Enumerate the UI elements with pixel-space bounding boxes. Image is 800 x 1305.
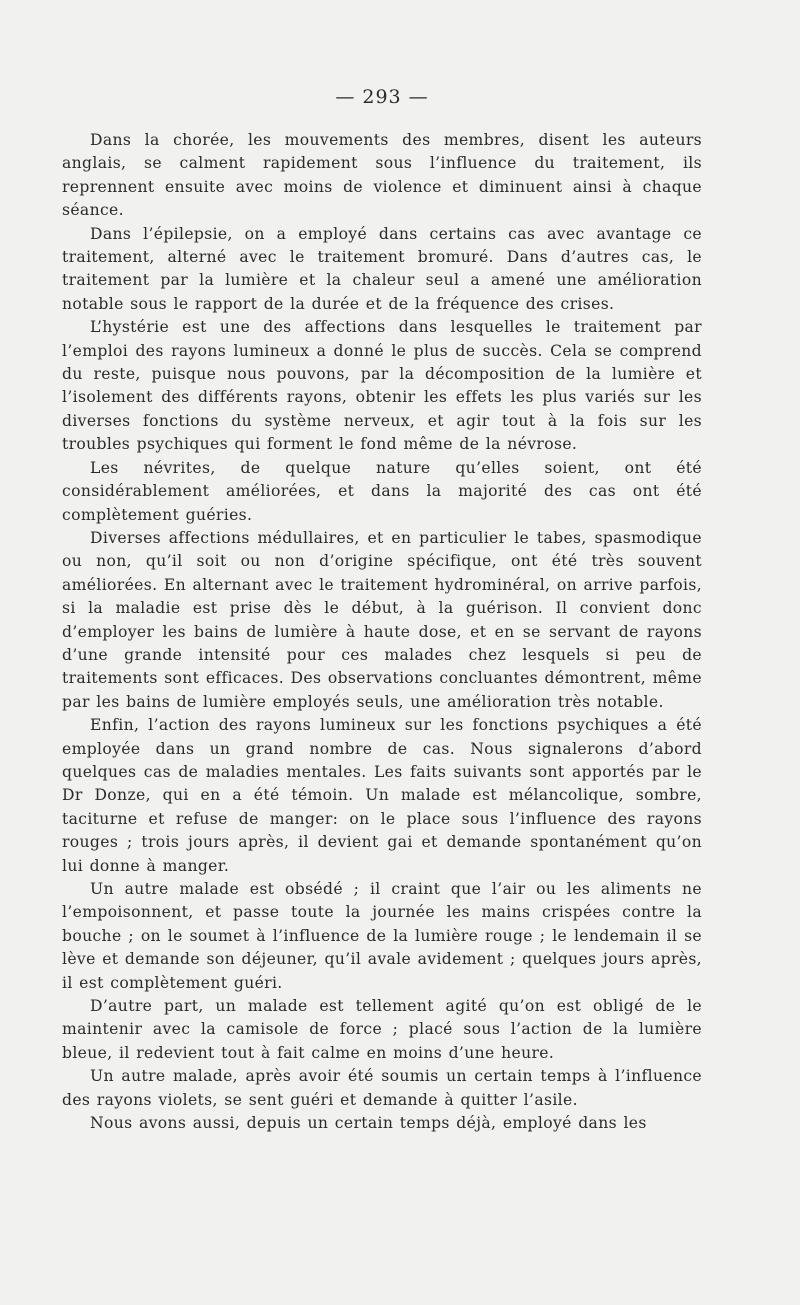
paragraph-epilepsy: Dans l’épilepsie, on a employé dans certains cas avec avantage ce traitement, alterné avec le traitement bromuré. Dans d’autres cas, le traitement par la lumière et la chaleur seul a amené une amélioration notable sous le rapport de la durée et de la fréquence des crises. bbox=[62, 224, 702, 313]
paragraph-obsessed-patient: Un autre malade est obsédé ; il craint que l’air ou les aliments ne l’empoisonnent, et passe toute la journée les mains crispées contre la bouche ; on le soumet à l’influence de la lumière rouge ; le lendemain il se lève et demande son déjeuner, qu’il avale avidement ; quelques jours après, il est complètement guéri. bbox=[62, 880, 702, 992]
paragraph-medullary: Diverses affections médullaires, et en particulier le tabes, spasmodique ou non, qu’il soit ou non d’origine spécifique, ont été très souvent améliorées. En alternant avec le traitement hydrominéral, on arrive parfois, si la maladie est prise dès le début, à la guérison. Il convient donc d’employer les bains de lumière à haute dose, et en se servant de rayons d’une grande intensité pour ces malades chez lesquels si peu de traitements sont efficaces. Des observations concluantes démontrent, même par les bains de lumière employés seuls, une amélioration très notable. bbox=[62, 528, 702, 711]
paragraph-neuritis: Les névrites, de quelque nature qu’elles soient, ont été considérablement améliorées, et dans la majorité des cas ont été complètement guéries. bbox=[62, 458, 702, 524]
paragraph-violet-rays: Un autre malade, après avoir été soumis un certain temps à l’influence des rayons violets, se sent guéri et demande à quitter l’asile. bbox=[62, 1067, 702, 1109]
paragraph-agitated-patient: D’autre part, un malade est tellement agité qu’on est obligé de le maintenir avec la camisole de force ; placé sous l’action de la lumière bleue, il redevient tout à fait calme en moins d’une heure. bbox=[62, 997, 702, 1062]
page-number: — 293 — bbox=[335, 86, 429, 108]
paragraph-hysteria: L’hystérie est une des affections dans lesquelles le traitement par l’emploi des rayons lumineux a donné le plus de succès. Cela se comprend du reste, puisque nous pouvons, par la décomposition de la lumière et l’isolement des différents rayons, obtenir les effets les plus variés sur les diverses fonctions du système nerveux, et agir tout à la fois sur les troubles psychiques qui forment le fond même de la névrose. bbox=[62, 318, 702, 454]
page-body bbox=[62, 129, 702, 1135]
book-page bbox=[62, 85, 702, 1135]
paragraph-chorea: Dans la chorée, les mouvements des membres, disent les auteurs anglais, se calment rapidement sous l’influence du traitement, ils reprennent ensuite avec moins de violence et diminuent ainsi à chaque séance. bbox=[62, 131, 702, 220]
paragraph-final: Nous avons aussi, depuis un certain temps déjà, employé dans les bbox=[90, 1114, 647, 1133]
paragraph-psychic: Enfin, l’action des rayons lumineux sur les fonctions psychiques a été employée dans un grand nombre de cas. Nous signalerons d’abord quelques cas de maladies mentales. Les faits suivants sont apportés par le Dr Donze, qui en a été témoin. Un malade est mélancolique, sombre, taciturne et refuse de manger: on le place sous l’influence des rayons rouges ; trois jours après, il devient gai et demande spontanément qu’on lui donne à manger. bbox=[62, 716, 702, 875]
